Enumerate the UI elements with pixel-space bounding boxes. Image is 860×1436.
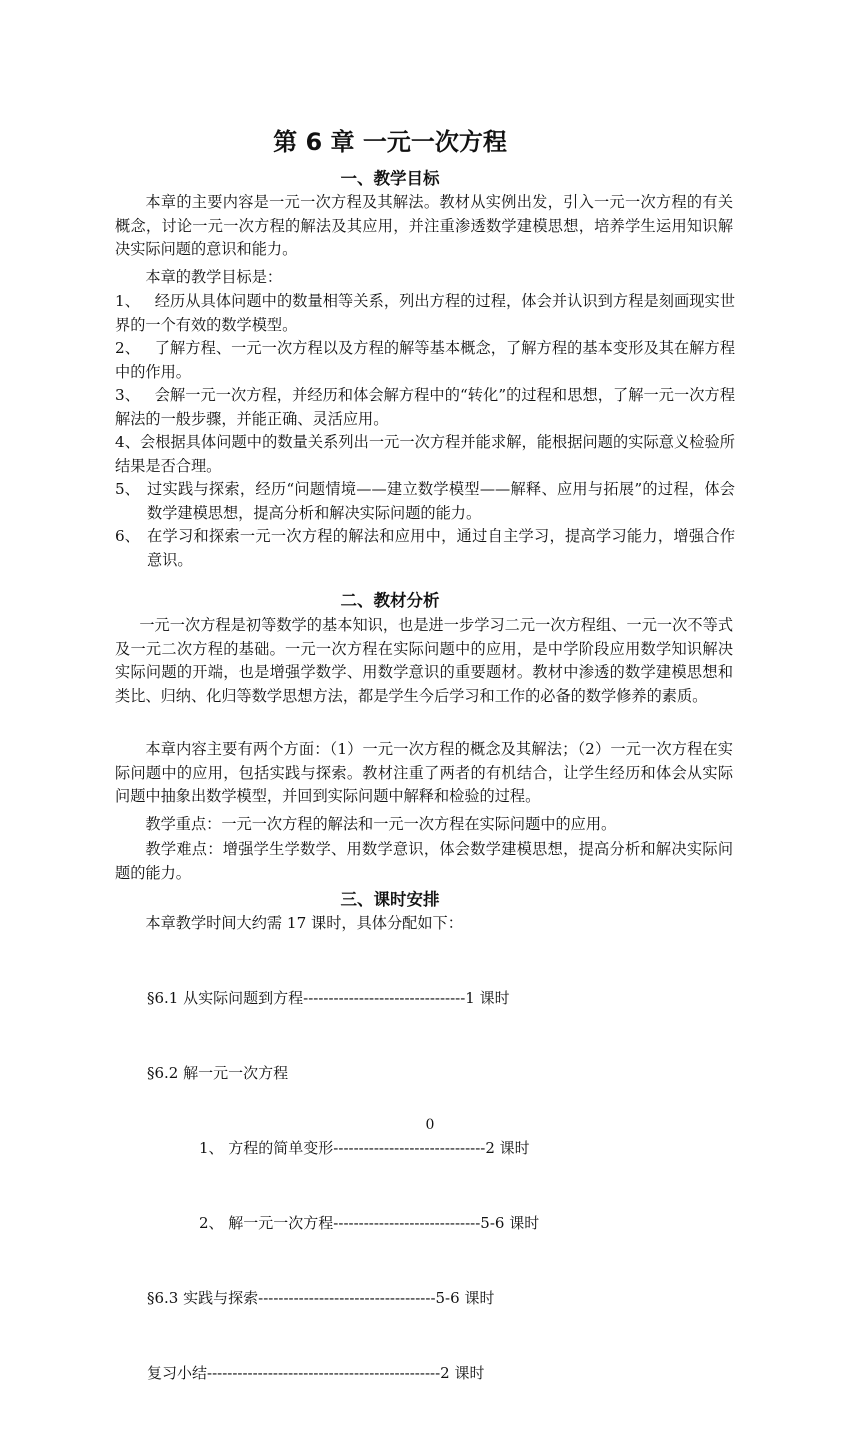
schedule-row: 1、 方程的简单变形------------------------------2 课时	[199, 1139, 530, 1157]
goal-item	[115, 525, 735, 572]
schedule-row: 2、 解一元一次方程-----------------------------5-6 课时	[199, 1214, 540, 1232]
schedule-row: §6.3 实践与探索-----------------------------------5-6 课时	[147, 1289, 495, 1307]
section-heading-goals: 一、教学目标	[340, 169, 440, 188]
goal-text: 过实践与探索，经历“问题情境——建立数学模型——解释、应用与拓展”的过程，体会数学建模思想，提高分析和解决实际问题的能力。	[147, 480, 735, 522]
goal-number: 3、	[115, 386, 140, 404]
schedule-row: 复习小结----------------------------------------------2 课时	[147, 1364, 485, 1382]
goal-item	[115, 290, 735, 337]
goal-item	[115, 431, 735, 478]
analysis-paragraph-2: 本章内容主要有两个方面：（1）一元一次方程的概念及其解法；（2）一元一次方程在实际问题中的应用，包括实践与探索。教材注重了两者的有机结合，让学生经历和体会从实际问题中抽象出数学模型，并回到实际问题中解释和检验的过程。	[115, 740, 733, 805]
goal-number: 2、	[115, 339, 141, 357]
key-points: 教学重点：一元一次方程的解法和一元一次方程在实际问题中的应用。	[145, 815, 617, 833]
goal-text: 会解一元一次方程，并经历和体会解方程中的“转化”的过程和思想，了解一元一次方程解法的一般步骤，并能正确、灵活应用。	[115, 386, 736, 428]
intro-paragraph: 本章的主要内容是一元一次方程及其解法。教材从实例出发，引入一元一次方程的有关概念，讨论一元一次方程的解法及其应用，并注重渗透数学建模思想，培养学生运用知识解决实际问题的意识和能力。	[115, 193, 733, 258]
page-number: 0	[425, 1117, 435, 1133]
goal-text: 会根据具体问题中的数量关系列出一元一次方程并能求解，能根据问题的实际意义检验所结果是否合理。	[115, 433, 735, 475]
schedule-intro: 本章教学时间大约需 17 课时，具体分配如下：	[145, 914, 463, 932]
section-heading-schedule: 三、课时安排	[340, 890, 440, 909]
goal-number: 4、	[115, 433, 140, 451]
goal-item	[115, 478, 735, 525]
analysis-paragraph-1: 一元一次方程是初等数学的基本知识，也是进一步学习二元一次方程组、一元一次不等式及一元二次方程的基础。一元一次方程在实际问题中的应用，是中学阶段应用数学知识解决实际问题的开端，也是增强学数学、用数学意识的重要题材。教材中渗透的数学建模思想和类比、归纳、化归等数学思想方法，都是学生今后学习和工作的必备的数学修养的素质。	[115, 616, 733, 705]
goal-text: 经历从具体问题中的数量相等关系，列出方程的过程，体会并认识到方程是刻画现实世界的一个有效的数学模型。	[115, 292, 736, 334]
difficult-points: 教学难点：增强学生学数学、用数学意识，体会数学建模思想，提高分析和解决实际问题的能力。	[115, 840, 733, 882]
goal-number: 6、	[115, 527, 140, 545]
goal-text: 在学习和探索一元一次方程的解法和应用中，通过自主学习，提高学习能力，增强合作意识。	[147, 527, 735, 569]
goal-text: 了解方程、一元一次方程以及方程的解等基本概念，了解方程的基本变形及其在解方程中的作用。	[115, 339, 736, 381]
schedule-row: §6.1 从实际问题到方程--------------------------------1 课时	[147, 989, 510, 1007]
schedule-list	[147, 936, 539, 1436]
chapter-title: 第 6 章 一元一次方程	[273, 128, 507, 156]
goal-number: 1、	[115, 292, 141, 310]
goal-number: 5、	[115, 480, 140, 498]
goal-item	[115, 337, 735, 384]
goal-item	[115, 384, 735, 431]
section-heading-analysis: 二、教材分析	[340, 591, 440, 610]
schedule-row: §6.2 解一元一次方程	[147, 1064, 289, 1082]
goals-intro: 本章的教学目标是：	[145, 268, 283, 286]
goals-list	[115, 290, 735, 572]
